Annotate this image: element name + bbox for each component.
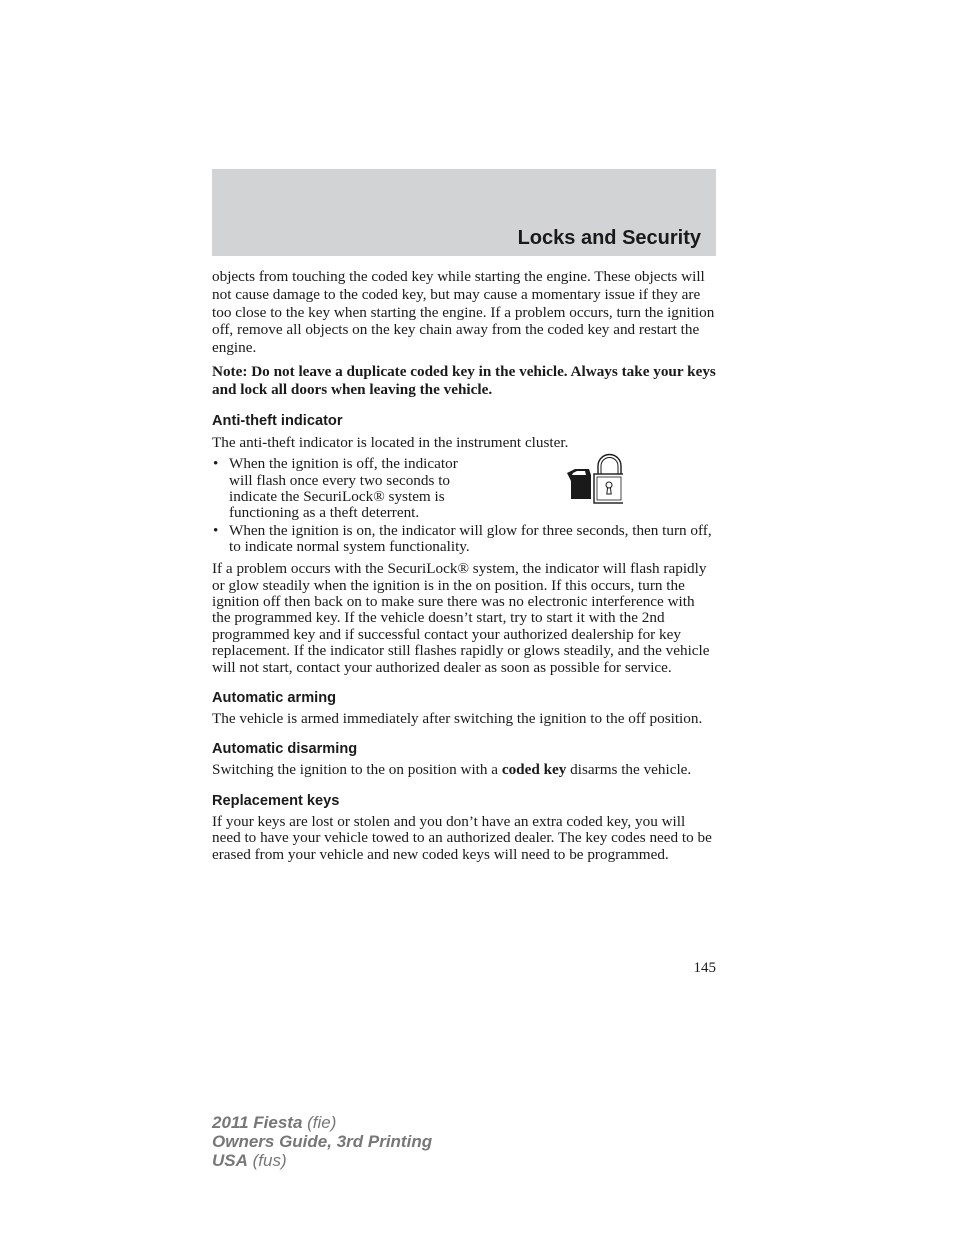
anti-theft-intro: The anti-theft indicator is located in the instrument cluster. (212, 433, 569, 451)
anti-theft-bullet-list (212, 456, 716, 555)
automatic-disarming-text (212, 762, 716, 778)
disarming-text-start: Switching the ignition to the on position with a (212, 761, 502, 779)
section-header-band (212, 169, 716, 256)
page-content (212, 268, 716, 863)
footer-line-model (212, 1113, 432, 1132)
bullet-text: When the ignition is off, the indicator will flash once every two seconds to indicate the SecuriLock® system is functioning as a theft deterrent. (229, 455, 458, 522)
footer-edition-info (212, 1113, 432, 1170)
heading-replacement-keys: Replacement keys (212, 792, 340, 809)
replacement-keys-text: If your keys are lost or stolen and you don’t have an extra coded key, you will need to have your vehicle towed to an authorized dealer. The key codes need to be erased from your vehicle and new coded keys will need to be programmed. (212, 812, 712, 863)
footer-guide-title: Owners Guide, 3rd Printing (212, 1132, 433, 1151)
disarming-text-end: disarms the vehicle. (566, 761, 692, 779)
bullet-icon: • (213, 455, 219, 473)
bullet-icon: • (213, 521, 219, 539)
page-number: 145 (693, 960, 716, 976)
heading-automatic-arming: Automatic arming (212, 690, 337, 706)
footer-model-code: (fie) (302, 1113, 337, 1132)
automatic-arming-text: The vehicle is armed immediately after switching the ignition to the off position. (212, 710, 703, 727)
footer-model-name: 2011 Fiesta (212, 1113, 303, 1132)
list-item (212, 456, 716, 521)
bullet-text: When the ignition is on, the indicator will glow for three seconds, then turn off, to indicate normal system functionality. (229, 521, 712, 555)
anti-theft-lock-icon (563, 453, 623, 507)
section-title: Locks and Security (517, 227, 701, 249)
footer-line-guide (212, 1132, 432, 1151)
anti-theft-problem-paragraph: If a problem occurs with the SecuriLock® system, the indicator will flash rapidly or glow steadily when the ignition is in the on position. If this occurs, turn the ignition off then back on to make sure there was no electronic interference with the programmed key. If the vehicle doesn’t start, try to start it with the 2nd programmed key and if successful contact your authorized dealership for key replacement. If the indicator still flashes rapidly or glows steadily, and the vehicle will not start, contact your authorized dealer as soon as possible for service. (212, 560, 710, 676)
list-item (212, 523, 716, 556)
heading-automatic-disarming: Automatic disarming (212, 741, 358, 758)
heading-anti-theft: Anti-theft indicator (212, 412, 343, 429)
footer-market-code: (fus) (247, 1151, 287, 1170)
disarming-text-bold: coded key (501, 761, 567, 779)
note-paragraph: Note: Do not leave a duplicate coded key in the vehicle. Always take your keys and lock all doors when leaving the vehicle. (212, 362, 716, 398)
footer-market-name: USA (212, 1151, 248, 1170)
footer-line-market (212, 1151, 432, 1170)
intro-paragraph: objects from touching the coded key while starting the engine. These objects will not cause damage to the coded key, but may cause a momentary issue if they are too close to the key when starting the engine. If a problem occurs, turn the ignition off, remove all objects on the key chain away from the coded key and restart the engine. (212, 268, 715, 357)
